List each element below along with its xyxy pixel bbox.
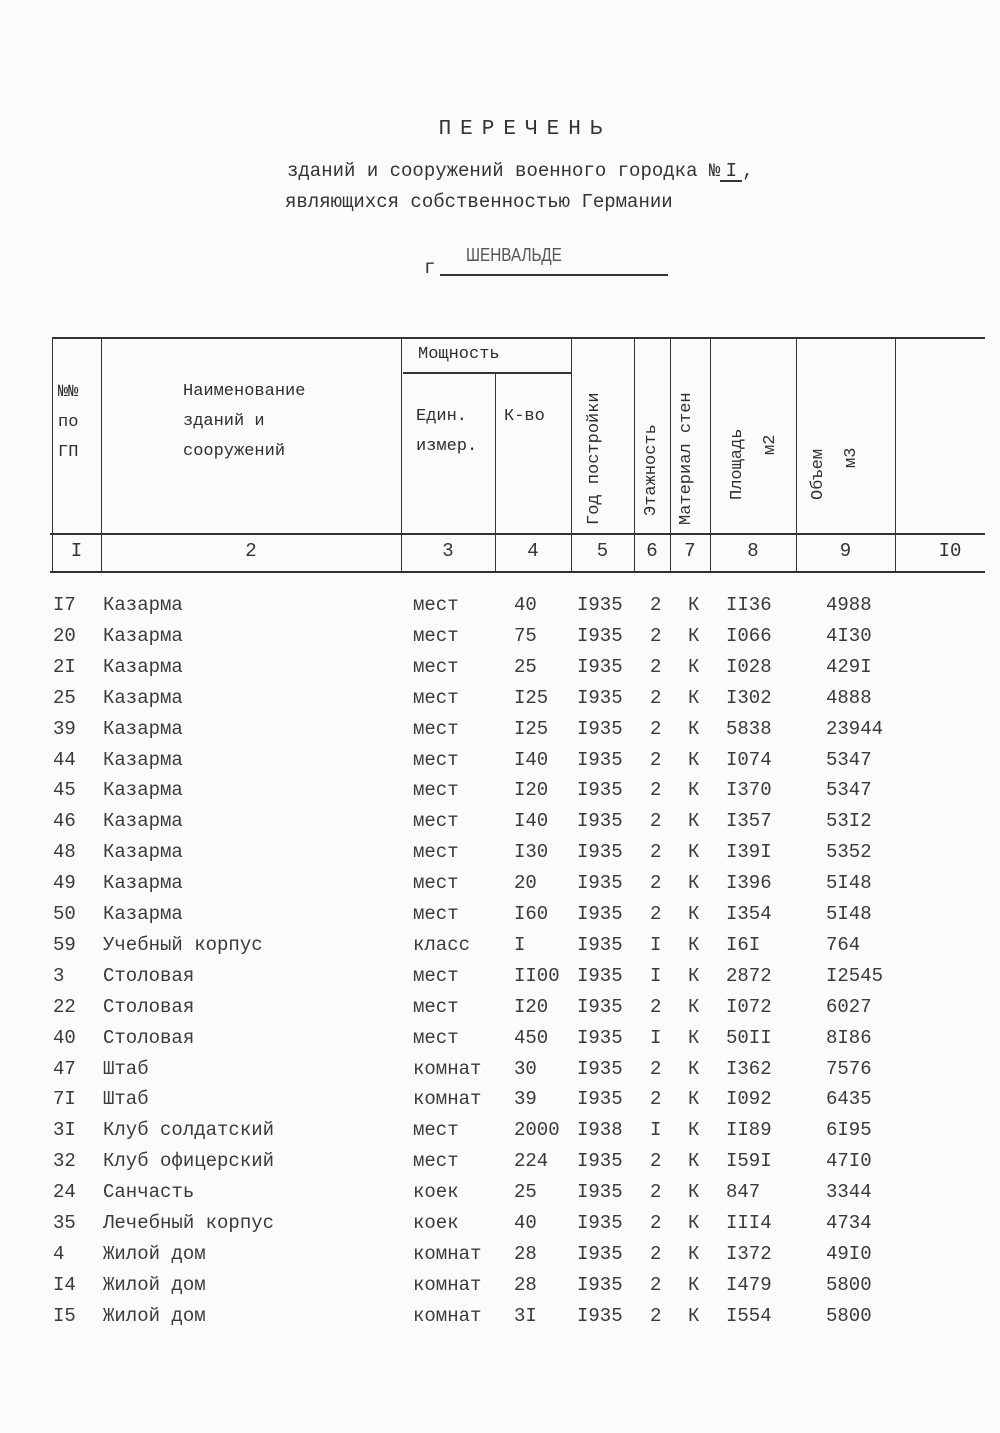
row-volume: 5I48	[826, 903, 872, 925]
row-number: 44	[53, 748, 76, 771]
column-number: 9	[839, 540, 852, 562]
row-name: Казарма	[103, 655, 183, 678]
row-wall-material: К	[688, 1212, 700, 1234]
row-unit: класс	[413, 933, 471, 956]
row-area: I362	[726, 1057, 772, 1080]
header-no-line: ГП	[58, 443, 79, 462]
column-number: I	[70, 540, 83, 562]
row-year: I935	[577, 903, 623, 925]
row-floors: 2	[650, 903, 662, 925]
row-unit: мест	[413, 810, 459, 833]
column-number: 7	[684, 540, 696, 562]
table-row	[0, 1027, 1000, 1058]
table-row	[0, 1212, 1000, 1243]
header-capacity: Мощность	[418, 345, 500, 364]
col-line-6	[634, 337, 635, 573]
row-floors: 2	[650, 1150, 662, 1173]
row-unit: мест	[413, 686, 459, 709]
row-quantity: 25	[514, 655, 537, 678]
row-area: III4	[726, 1212, 772, 1234]
row-volume: 49I0	[826, 1242, 872, 1265]
column-number: 3	[442, 540, 454, 562]
row-wall-material: К	[688, 1304, 700, 1327]
table-row	[0, 1274, 1000, 1305]
row-year: I935	[577, 995, 623, 1018]
row-area: 5838	[726, 717, 772, 740]
col-line-9	[796, 337, 797, 573]
row-wall-material: К	[688, 1026, 700, 1049]
row-volume: I2545	[826, 964, 884, 987]
header-area-label: Площадь	[728, 428, 747, 500]
row-number: I7	[53, 594, 76, 616]
row-unit: мест	[413, 779, 459, 802]
row-name: Штаб	[103, 1057, 149, 1080]
header-unit-line: Един.	[416, 407, 468, 426]
row-quantity: 2000	[514, 1119, 560, 1142]
row-wall-material: К	[688, 1057, 700, 1080]
row-number: 3	[53, 964, 65, 987]
header-no-line: №№	[58, 383, 79, 402]
row-wall-material: К	[688, 933, 700, 956]
table-row	[0, 625, 1000, 656]
row-floors: 2	[650, 995, 662, 1018]
row-quantity: 20	[514, 872, 537, 895]
row-year: I935	[577, 1088, 623, 1111]
row-unit: мест	[413, 995, 459, 1018]
row-volume: 4988	[826, 594, 872, 616]
row-quantity: 450	[514, 1026, 549, 1049]
row-area: I028	[726, 655, 772, 678]
column-number: 4	[527, 540, 539, 562]
table-row	[0, 1058, 1000, 1089]
header-qty: К-во	[504, 407, 545, 426]
row-quantity: 28	[514, 1273, 537, 1296]
row-unit: мест	[413, 903, 459, 925]
table-row	[0, 903, 1000, 934]
row-year: I935	[577, 1057, 623, 1080]
row-unit: мест	[413, 624, 459, 647]
table-row	[0, 1181, 1000, 1212]
table-row	[0, 965, 1000, 996]
col-line-3	[401, 337, 402, 573]
row-name: Лечебный корпус	[103, 1212, 275, 1234]
row-unit: комнат	[413, 1273, 482, 1296]
row-area: I370	[726, 779, 772, 802]
row-year: I935	[577, 1273, 623, 1296]
row-number: 49	[53, 872, 76, 895]
row-number: 2I	[53, 655, 76, 678]
row-year: I935	[577, 1026, 623, 1049]
row-name: Жилой дом	[103, 1242, 206, 1265]
row-unit: комнат	[413, 1088, 482, 1111]
row-volume: 8I86	[826, 1026, 872, 1049]
row-wall-material: К	[688, 748, 700, 771]
col-line-5	[571, 337, 572, 573]
row-quantity: 3I	[514, 1304, 537, 1327]
row-name: Клуб офицерский	[103, 1150, 275, 1173]
table-row	[0, 718, 1000, 749]
row-unit: комнат	[413, 1304, 482, 1327]
table-row	[0, 1088, 1000, 1119]
row-year: I935	[577, 933, 623, 956]
row-number: 32	[53, 1150, 76, 1173]
column-number: 8	[747, 540, 759, 562]
row-number: 7I	[53, 1088, 76, 1111]
row-number: 25	[53, 686, 76, 709]
row-year: I935	[577, 655, 623, 678]
row-volume: 5347	[826, 748, 872, 771]
row-number: 59	[53, 933, 76, 956]
row-wall-material: К	[688, 624, 700, 647]
row-volume: 764	[826, 933, 861, 956]
row-floors: 2	[650, 841, 662, 864]
row-area: I074	[726, 748, 772, 771]
subtitle-line-2: являющихся собственностью Германии	[285, 191, 673, 213]
row-unit: мест	[413, 717, 459, 740]
row-quantity: 75	[514, 624, 537, 647]
row-name: Казарма	[103, 717, 183, 740]
row-floors: 2	[650, 872, 662, 895]
table-row	[0, 687, 1000, 718]
table-row	[0, 1119, 1000, 1150]
row-floors: I	[650, 1026, 662, 1049]
row-area: I357	[726, 810, 772, 833]
row-floors: 2	[650, 1181, 662, 1204]
column-number: 5	[596, 540, 609, 562]
col-line-7	[670, 337, 671, 573]
row-wall-material: К	[688, 594, 700, 616]
gorodok-number: I	[720, 162, 742, 182]
row-area: I39I	[726, 841, 772, 864]
row-quantity: 28	[514, 1242, 537, 1265]
header-no	[58, 378, 78, 468]
row-year: I935	[577, 594, 623, 616]
row-number: 48	[53, 841, 76, 864]
col-line-10	[895, 337, 896, 573]
subtitle-line-1	[287, 160, 754, 182]
header-area-unit: м2	[761, 434, 780, 455]
row-quantity: I	[514, 933, 526, 956]
row-year: I935	[577, 1150, 623, 1173]
row-quantity: I25	[514, 717, 549, 740]
row-area: II89	[726, 1119, 772, 1142]
row-year: I935	[577, 841, 623, 864]
row-unit: мест	[413, 1150, 459, 1173]
header-name-line: Наименование	[183, 382, 306, 401]
row-quantity: 30	[514, 1057, 537, 1080]
header-year: Год постройки	[585, 392, 604, 525]
row-wall-material: К	[688, 1273, 700, 1296]
col-line-2	[101, 337, 102, 573]
row-wall-material: К	[688, 964, 700, 987]
row-volume: 5352	[826, 841, 872, 864]
row-volume: 7576	[826, 1057, 872, 1080]
table-row	[0, 810, 1000, 841]
row-unit: мест	[413, 964, 459, 987]
row-quantity: 224	[514, 1150, 549, 1173]
row-year: I935	[577, 717, 623, 740]
row-floors: 2	[650, 655, 662, 678]
row-floors: I	[650, 964, 662, 987]
row-quantity: 40	[514, 1212, 537, 1234]
row-name: Столовая	[103, 1026, 195, 1049]
header-unit-line: измер.	[416, 437, 478, 456]
row-name: Казарма	[103, 779, 183, 802]
header-volume-unit: м3	[842, 447, 861, 468]
row-quantity: 39	[514, 1088, 537, 1111]
row-quantity: II00	[514, 964, 560, 987]
row-volume: 3344	[826, 1181, 872, 1204]
row-number: 50	[53, 903, 76, 925]
row-quantity: 40	[514, 594, 537, 616]
row-wall-material: К	[688, 841, 700, 864]
row-quantity: I40	[514, 810, 549, 833]
row-number: I4	[53, 1273, 76, 1296]
row-unit: мест	[413, 748, 459, 771]
header-unit	[416, 402, 477, 462]
row-name: Казарма	[103, 624, 183, 647]
row-area: I372	[726, 1242, 772, 1265]
row-number: 40	[53, 1026, 76, 1049]
row-floors: 2	[650, 686, 662, 709]
row-unit: коек	[413, 1181, 459, 1204]
row-volume: 5800	[826, 1273, 872, 1296]
row-quantity: I30	[514, 841, 549, 864]
row-quantity: I40	[514, 748, 549, 771]
row-floors: 2	[650, 594, 662, 616]
row-volume: 4I30	[826, 624, 872, 647]
header-bottom-border	[50, 533, 985, 535]
row-number: 46	[53, 810, 76, 833]
row-wall-material: К	[688, 1150, 700, 1173]
table-row	[0, 996, 1000, 1027]
row-year: I938	[577, 1119, 623, 1142]
row-area: I066	[726, 624, 772, 647]
row-volume: 23944	[826, 717, 884, 740]
table-row	[0, 1305, 1000, 1336]
row-wall-material: К	[688, 1242, 700, 1265]
header-wall: Материал стен	[677, 392, 696, 525]
col-line-1	[52, 337, 53, 573]
row-number: 39	[53, 717, 76, 740]
row-number: 47	[53, 1057, 76, 1080]
row-volume: 6027	[826, 995, 872, 1018]
row-floors: 2	[650, 717, 662, 740]
row-volume: 6435	[826, 1088, 872, 1111]
row-wall-material: К	[688, 1181, 700, 1204]
row-year: I935	[577, 810, 623, 833]
row-floors: 2	[650, 779, 662, 802]
row-wall-material: К	[688, 779, 700, 802]
row-number: 4	[53, 1242, 65, 1265]
row-year: I935	[577, 964, 623, 987]
row-quantity: I20	[514, 995, 549, 1018]
row-year: I935	[577, 748, 623, 771]
table-row	[0, 1243, 1000, 1274]
row-volume: 6I95	[826, 1119, 872, 1142]
table-row	[0, 749, 1000, 780]
header-name-line: зданий и	[183, 412, 265, 431]
row-floors: 2	[650, 1212, 662, 1234]
capacity-subheader-line	[403, 372, 571, 374]
row-name: Клуб солдатский	[103, 1119, 275, 1142]
row-year: I935	[577, 686, 623, 709]
row-area: I396	[726, 872, 772, 895]
row-name: Жилой дом	[103, 1304, 206, 1327]
table-row	[0, 841, 1000, 872]
row-name: Санчасть	[103, 1181, 195, 1204]
row-year: I935	[577, 1242, 623, 1265]
row-wall-material: К	[688, 872, 700, 895]
row-name: Казарма	[103, 686, 183, 709]
city-underline	[440, 274, 668, 276]
table-row	[0, 872, 1000, 903]
row-year: I935	[577, 872, 623, 895]
row-wall-material: К	[688, 995, 700, 1018]
table-row	[0, 934, 1000, 965]
table-top-border	[53, 337, 985, 339]
row-name: Столовая	[103, 964, 195, 987]
row-unit: комнат	[413, 1242, 482, 1265]
row-wall-material: К	[688, 655, 700, 678]
header-name-line: сооружений	[183, 442, 286, 461]
row-area: 847	[726, 1181, 761, 1204]
table-row	[0, 594, 1000, 625]
row-area: 2872	[726, 964, 772, 987]
row-area: I072	[726, 995, 772, 1018]
row-year: I935	[577, 1212, 623, 1234]
row-unit: мест	[413, 655, 459, 678]
row-name: Казарма	[103, 872, 183, 895]
row-unit: комнат	[413, 1057, 482, 1080]
row-area: I59I	[726, 1150, 772, 1173]
column-number: 6	[646, 540, 658, 562]
row-volume: 47I0	[826, 1150, 872, 1173]
table-row	[0, 656, 1000, 687]
row-volume: 5347	[826, 779, 872, 802]
row-name: Учебный корпус	[103, 933, 263, 956]
row-volume: 429I	[826, 655, 872, 678]
row-year: I935	[577, 1304, 623, 1327]
row-floors: I	[650, 1119, 662, 1142]
row-quantity: I20	[514, 779, 549, 802]
row-number: 24	[53, 1181, 76, 1204]
row-area: I354	[726, 903, 772, 925]
city-name: ШЕНВАЛЬДЕ	[466, 245, 562, 265]
row-unit: мест	[413, 1119, 459, 1142]
row-name: Казарма	[103, 594, 183, 616]
row-floors: 2	[650, 748, 662, 771]
row-name: Казарма	[103, 841, 183, 864]
row-floors: 2	[650, 624, 662, 647]
col-line-8	[710, 337, 711, 573]
row-name: Жилой дом	[103, 1273, 206, 1296]
row-unit: мест	[413, 841, 459, 864]
row-wall-material: К	[688, 686, 700, 709]
subtitle-text: зданий и сооружений военного городка №	[287, 160, 721, 182]
row-year: I935	[577, 779, 623, 802]
row-area: I6I	[726, 933, 761, 956]
row-floors: 2	[650, 810, 662, 833]
row-volume: 4888	[826, 686, 872, 709]
row-unit: коек	[413, 1212, 459, 1234]
column-numbers-bottom-border	[50, 571, 985, 573]
row-name: Столовая	[103, 995, 195, 1018]
table-row	[0, 779, 1000, 810]
city-prefix: г	[424, 257, 436, 279]
column-number: I0	[938, 540, 962, 562]
row-area: II36	[726, 594, 772, 616]
row-name: Казарма	[103, 903, 183, 925]
subtitle-comma: ,	[742, 160, 754, 182]
row-area: I092	[726, 1088, 772, 1111]
row-name: Казарма	[103, 748, 183, 771]
row-number: 3I	[53, 1119, 76, 1142]
row-floors: 2	[650, 1088, 662, 1111]
row-floors: I	[650, 933, 662, 956]
row-year: I935	[577, 1181, 623, 1204]
row-number: 20	[53, 624, 76, 647]
table-row	[0, 1150, 1000, 1181]
row-number: I5	[53, 1304, 76, 1327]
header-volume: Объем	[809, 448, 828, 500]
row-unit: мест	[413, 594, 459, 616]
row-volume: 5800	[826, 1304, 872, 1327]
row-floors: 2	[650, 1057, 662, 1080]
header-no-line: по	[58, 413, 79, 432]
row-wall-material: К	[688, 1119, 700, 1142]
row-number: 22	[53, 995, 76, 1018]
row-quantity: 25	[514, 1181, 537, 1204]
row-name: Казарма	[103, 810, 183, 833]
row-area: 50II	[726, 1026, 772, 1049]
header-name	[183, 377, 305, 467]
column-number: 2	[245, 540, 257, 562]
row-volume: 53I2	[826, 810, 872, 833]
row-wall-material: К	[688, 1088, 700, 1111]
row-name: Штаб	[103, 1088, 149, 1111]
header-area	[729, 429, 747, 500]
row-number: 45	[53, 779, 76, 802]
row-quantity: I60	[514, 903, 549, 925]
row-year: I935	[577, 624, 623, 647]
row-area: I302	[726, 686, 772, 709]
row-volume: 4734	[826, 1212, 872, 1234]
row-floors: 2	[650, 1304, 662, 1327]
row-volume: 5I48	[826, 872, 872, 895]
row-number: 35	[53, 1212, 76, 1234]
row-area: I479	[726, 1273, 772, 1296]
document-title: ПЕРЕЧЕНЬ	[438, 118, 612, 141]
row-wall-material: К	[688, 717, 700, 740]
row-unit: мест	[413, 872, 459, 895]
row-area: I554	[726, 1304, 772, 1327]
row-floors: 2	[650, 1273, 662, 1296]
row-quantity: I25	[514, 686, 549, 709]
row-wall-material: К	[688, 810, 700, 833]
header-floors: Этажность	[642, 424, 661, 516]
row-wall-material: К	[688, 903, 700, 925]
row-floors: 2	[650, 1242, 662, 1265]
row-unit: мест	[413, 1026, 459, 1049]
